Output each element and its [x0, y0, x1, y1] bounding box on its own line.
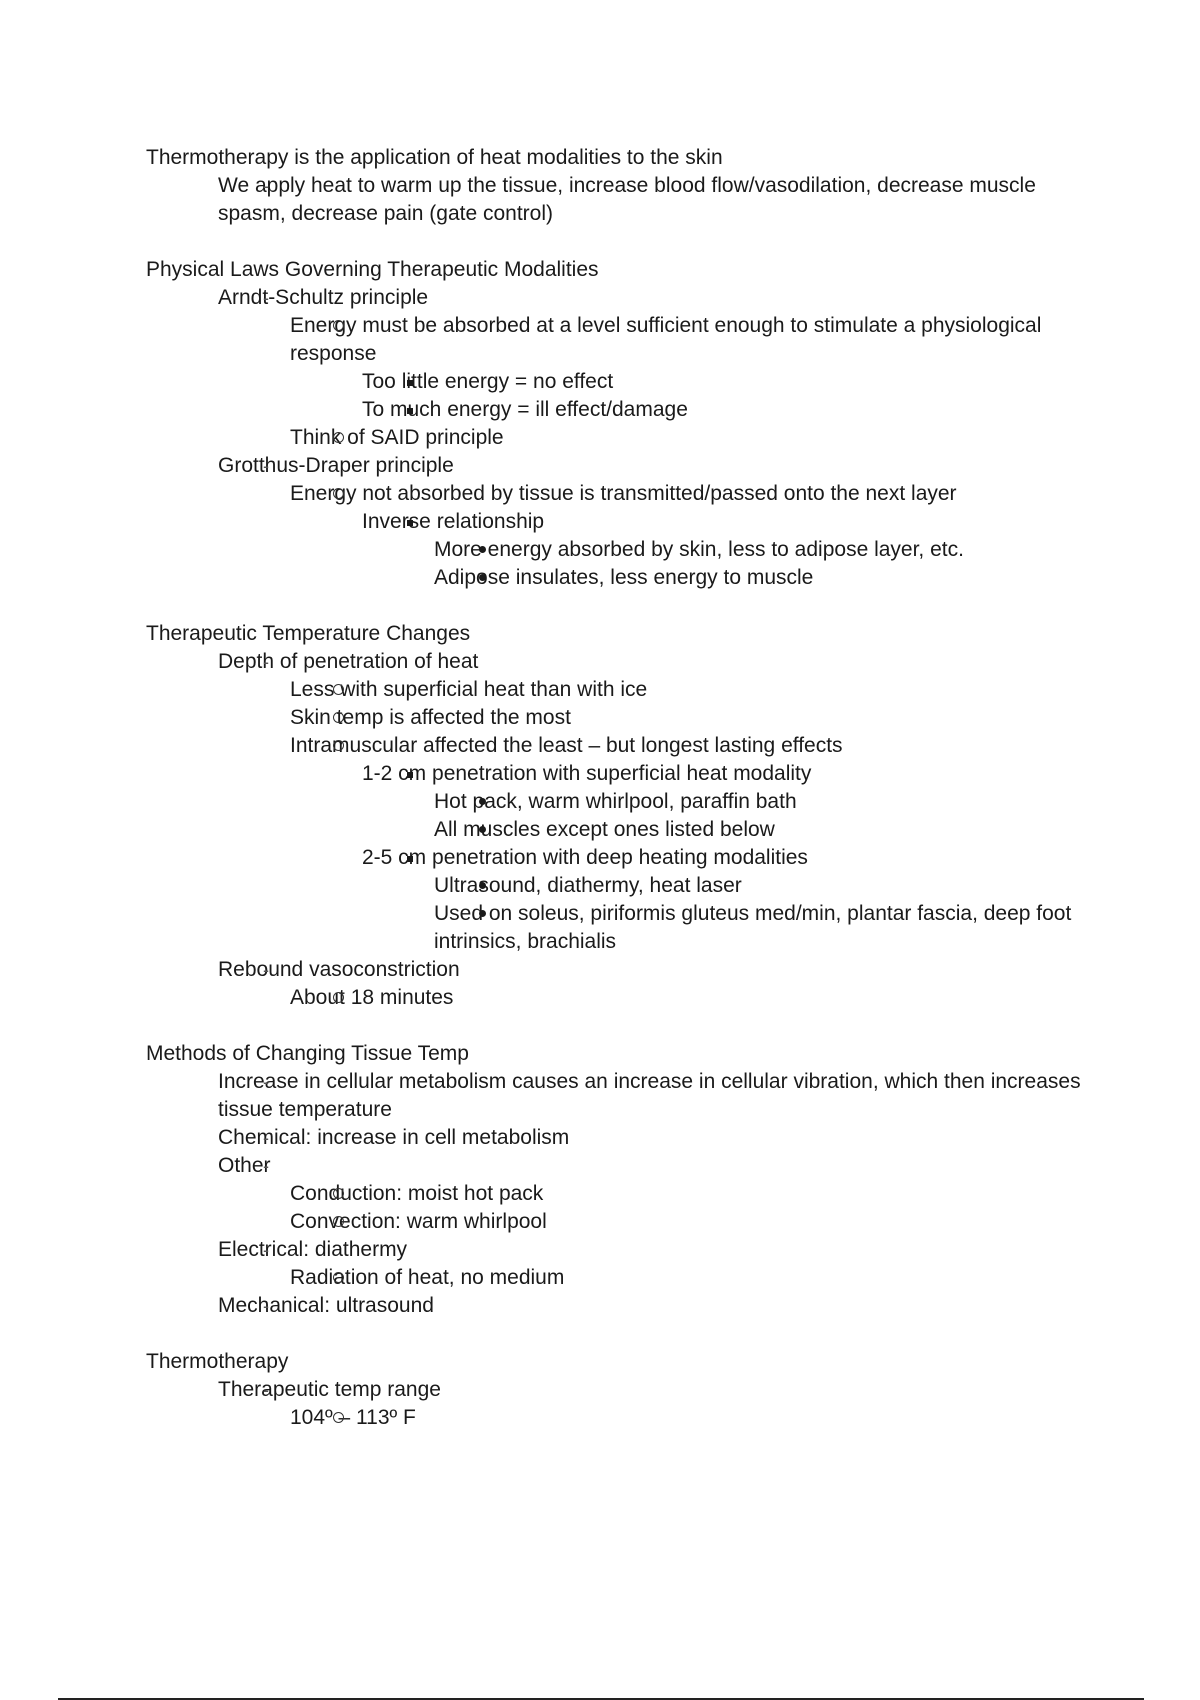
list-item-text: Skin temp is affected the most: [290, 706, 571, 729]
list-item: [218, 732, 1096, 956]
list-item-row: [290, 1180, 1096, 1208]
list-item: [218, 480, 1096, 592]
list-item-text: 2-5 cm penetration with deep heating modalities: [362, 846, 808, 869]
list-item: [146, 1124, 1096, 1152]
dash-bullet: [256, 956, 276, 984]
list-item-text: Energy not absorbed by tissue is transmitted/passed onto the next layer: [290, 482, 957, 505]
bullet-list-level-1: [146, 284, 1096, 592]
bullet-list-level-2: [218, 1264, 1096, 1292]
list-item-row: [290, 984, 1096, 1012]
list-item: [218, 424, 1096, 452]
list-item: [146, 1292, 1096, 1320]
list-item-row: [290, 732, 1096, 760]
list-item-text: Hot pack, warm whirlpool, paraffin bath: [434, 790, 797, 813]
square-bullet-icon: [400, 844, 420, 872]
dash-bullet: [256, 1068, 276, 1096]
section-heading: Physical Laws Governing Therapeutic Modalities: [146, 258, 599, 281]
bullet-list-level-1: [146, 172, 1096, 228]
list-item-text: Increase in cellular metabolism causes an increase in cellular vibration, which then increases tissue temperature: [218, 1070, 1081, 1121]
circle-bullet-icon: [328, 984, 348, 1012]
bullet-list-level-2: [218, 480, 1096, 592]
list-item-text: All muscles except ones listed below: [434, 818, 775, 841]
list-item: [146, 1236, 1096, 1292]
list-item-row: [218, 956, 1096, 984]
list-item: [218, 312, 1096, 424]
notes-section: [146, 1040, 1096, 1320]
list-item-text: Energy must be absorbed at a level sufficient enough to stimulate a physiological response: [290, 314, 1042, 365]
list-item-row: [290, 1264, 1096, 1292]
list-item: [362, 788, 1096, 816]
list-item-row: [434, 536, 1096, 564]
section-heading: Therapeutic Temperature Changes: [146, 622, 471, 645]
list-item: [362, 536, 1096, 564]
list-item-row: [434, 816, 1096, 844]
list-item-row: [434, 788, 1096, 816]
list-item-row: [434, 872, 1096, 900]
dash-bullet: [256, 284, 276, 312]
list-item: [362, 564, 1096, 592]
list-item-row: [362, 396, 1096, 424]
circle-bullet-icon: [328, 1404, 348, 1432]
circle-bullet-icon: [328, 704, 348, 732]
dash-bullet: [256, 452, 276, 480]
list-item-row: [218, 1236, 1096, 1264]
square-bullet-icon: [400, 508, 420, 536]
list-item-row: [290, 480, 1096, 508]
list-item-row: [218, 1152, 1096, 1180]
circle-bullet-icon: [328, 676, 348, 704]
list-item: [146, 284, 1096, 452]
list-item-row: [218, 1376, 1096, 1404]
list-item: [146, 1152, 1096, 1236]
list-item: [362, 900, 1096, 956]
list-item: [290, 368, 1096, 396]
list-item-row: [290, 1404, 1096, 1432]
list-item: [218, 676, 1096, 704]
bullet-list-level-3: [290, 368, 1096, 424]
section-heading: Thermotherapy is the application of heat modalities to the skin: [146, 146, 723, 169]
list-item-text: Radiation of heat, no medium: [290, 1266, 565, 1289]
list-item-text: Chemical: increase in cell metabolism: [218, 1126, 570, 1149]
circle-bullet-icon: [328, 424, 348, 452]
dot-bullet-icon: [472, 564, 492, 592]
square-bullet-icon: [400, 396, 420, 424]
list-item-text: To much energy = ill effect/damage: [362, 398, 688, 421]
bullet-list-level-2: [218, 312, 1096, 452]
list-item-row: [362, 844, 1096, 872]
circle-bullet-icon: [328, 732, 348, 760]
list-item-text: Think of SAID principle: [290, 426, 504, 449]
list-item-row: [218, 452, 1096, 480]
section-heading: Methods of Changing Tissue Temp: [146, 1042, 469, 1065]
circle-bullet-icon: [328, 312, 348, 340]
list-item-text: Intramuscular affected the least – but longest lasting effects: [290, 734, 843, 757]
list-item-text: Other: [218, 1154, 271, 1177]
bullet-list-level-4: [362, 788, 1096, 844]
list-item-text: Used on soleus, piriformis gluteus med/min, plantar fascia, deep foot intrinsics, brachialis: [434, 902, 1072, 953]
list-item-text: Less with superficial heat than with ice: [290, 678, 648, 701]
list-item-row: [218, 1292, 1096, 1320]
section-heading: Thermotherapy: [146, 1350, 289, 1373]
list-item-text: Rebound vasoconstriction: [218, 958, 460, 981]
notes-section: [146, 1348, 1096, 1432]
list-item-row: [434, 900, 1096, 956]
list-item-text: 1-2 cm penetration with superficial heat modality: [362, 762, 812, 785]
list-item: [218, 984, 1096, 1012]
bullet-list-level-1: [146, 1376, 1096, 1432]
dash-bullet: [256, 1152, 276, 1180]
list-item-text: We apply heat to warm up the tissue, increase blood flow/vasodilation, decrease muscle spasm, decrease pain (gate control): [218, 174, 1036, 225]
notes-section: [146, 144, 1096, 228]
bullet-list-level-2: [218, 984, 1096, 1012]
list-item: [218, 1208, 1096, 1236]
list-item-text: Therapeutic temp range: [218, 1378, 441, 1401]
list-item-text: Adipose insulates, less energy to muscle: [434, 566, 814, 589]
dash-bullet: [256, 1376, 276, 1404]
list-item-text: Mechanical: ultrasound: [218, 1294, 434, 1317]
bullet-list-level-4: [362, 536, 1096, 592]
bullet-list-level-4: [362, 872, 1096, 956]
list-item: [146, 1068, 1096, 1124]
list-item-row: [362, 368, 1096, 396]
list-item: [362, 816, 1096, 844]
list-item-row: [290, 312, 1096, 368]
list-item-row: [218, 172, 1096, 228]
dot-bullet-icon: [472, 788, 492, 816]
list-item-row: [362, 508, 1096, 536]
bullet-list-level-3: [290, 760, 1096, 956]
list-item-row: [290, 1208, 1096, 1236]
dash-bullet: [256, 1292, 276, 1320]
dash-bullet: [256, 172, 276, 200]
list-item-text: Inverse relationship: [362, 510, 545, 533]
list-item: [146, 452, 1096, 592]
circle-bullet-icon: [328, 1180, 348, 1208]
list-item-text: Grotthus-Draper principle: [218, 454, 454, 477]
dash-bullet: [256, 1236, 276, 1264]
list-item-text: More energy absorbed by skin, less to adipose layer, etc.: [434, 538, 964, 561]
list-item: [146, 1376, 1096, 1432]
list-item-text: Ultrasound, diathermy, heat laser: [434, 874, 742, 897]
list-item-row: [362, 760, 1096, 788]
list-item: [146, 172, 1096, 228]
dot-bullet-icon: [472, 536, 492, 564]
list-item: [290, 844, 1096, 956]
list-item-row: [218, 1068, 1096, 1124]
bullet-list-level-2: [218, 1404, 1096, 1432]
bullet-list-level-1: [146, 648, 1096, 1012]
bullet-list-level-2: [218, 676, 1096, 956]
list-item: [146, 956, 1096, 1012]
circle-bullet-icon: [328, 1208, 348, 1236]
list-item-text: Depth of penetration of heat: [218, 650, 479, 673]
dash-bullet: [256, 1124, 276, 1152]
notes-section: [146, 256, 1096, 592]
list-item-row: [218, 1124, 1096, 1152]
list-item: [290, 760, 1096, 844]
bullet-list-level-3: [290, 508, 1096, 592]
square-bullet-icon: [400, 760, 420, 788]
list-item-row: [290, 424, 1096, 452]
list-item-text: About 18 minutes: [290, 986, 454, 1009]
list-item: [290, 508, 1096, 592]
square-bullet-icon: [400, 368, 420, 396]
dot-bullet-icon: [472, 872, 492, 900]
list-item-row: [434, 564, 1096, 592]
list-item: [362, 872, 1096, 900]
notes-section: [146, 620, 1096, 1012]
list-item-text: Electrical: diathermy: [218, 1238, 408, 1261]
list-item-row: [218, 284, 1096, 312]
list-item: [146, 648, 1096, 956]
list-item: [218, 1404, 1096, 1432]
list-item-text: Conduction: moist hot pack: [290, 1182, 544, 1205]
dot-bullet-icon: [472, 900, 492, 928]
list-item-text: Arndt-Schultz principle: [218, 286, 429, 309]
dot-bullet-icon: [472, 816, 492, 844]
list-item-text: Convection: warm whirlpool: [290, 1210, 547, 1233]
dash-bullet: [256, 648, 276, 676]
list-item-text: Too little energy = no effect: [362, 370, 614, 393]
bullet-list-level-1: [146, 1068, 1096, 1320]
list-item-row: [290, 704, 1096, 732]
circle-bullet-icon: [328, 1264, 348, 1292]
circle-bullet-icon: [328, 480, 348, 508]
list-item-row: [218, 648, 1096, 676]
list-item-text: 104º – 113º F: [290, 1406, 416, 1429]
list-item-row: [290, 676, 1096, 704]
list-item: [218, 704, 1096, 732]
list-item: [218, 1180, 1096, 1208]
list-item: [218, 1264, 1096, 1292]
bullet-list-level-2: [218, 1180, 1096, 1236]
notes-body: [146, 144, 1096, 1460]
list-item: [290, 396, 1096, 424]
